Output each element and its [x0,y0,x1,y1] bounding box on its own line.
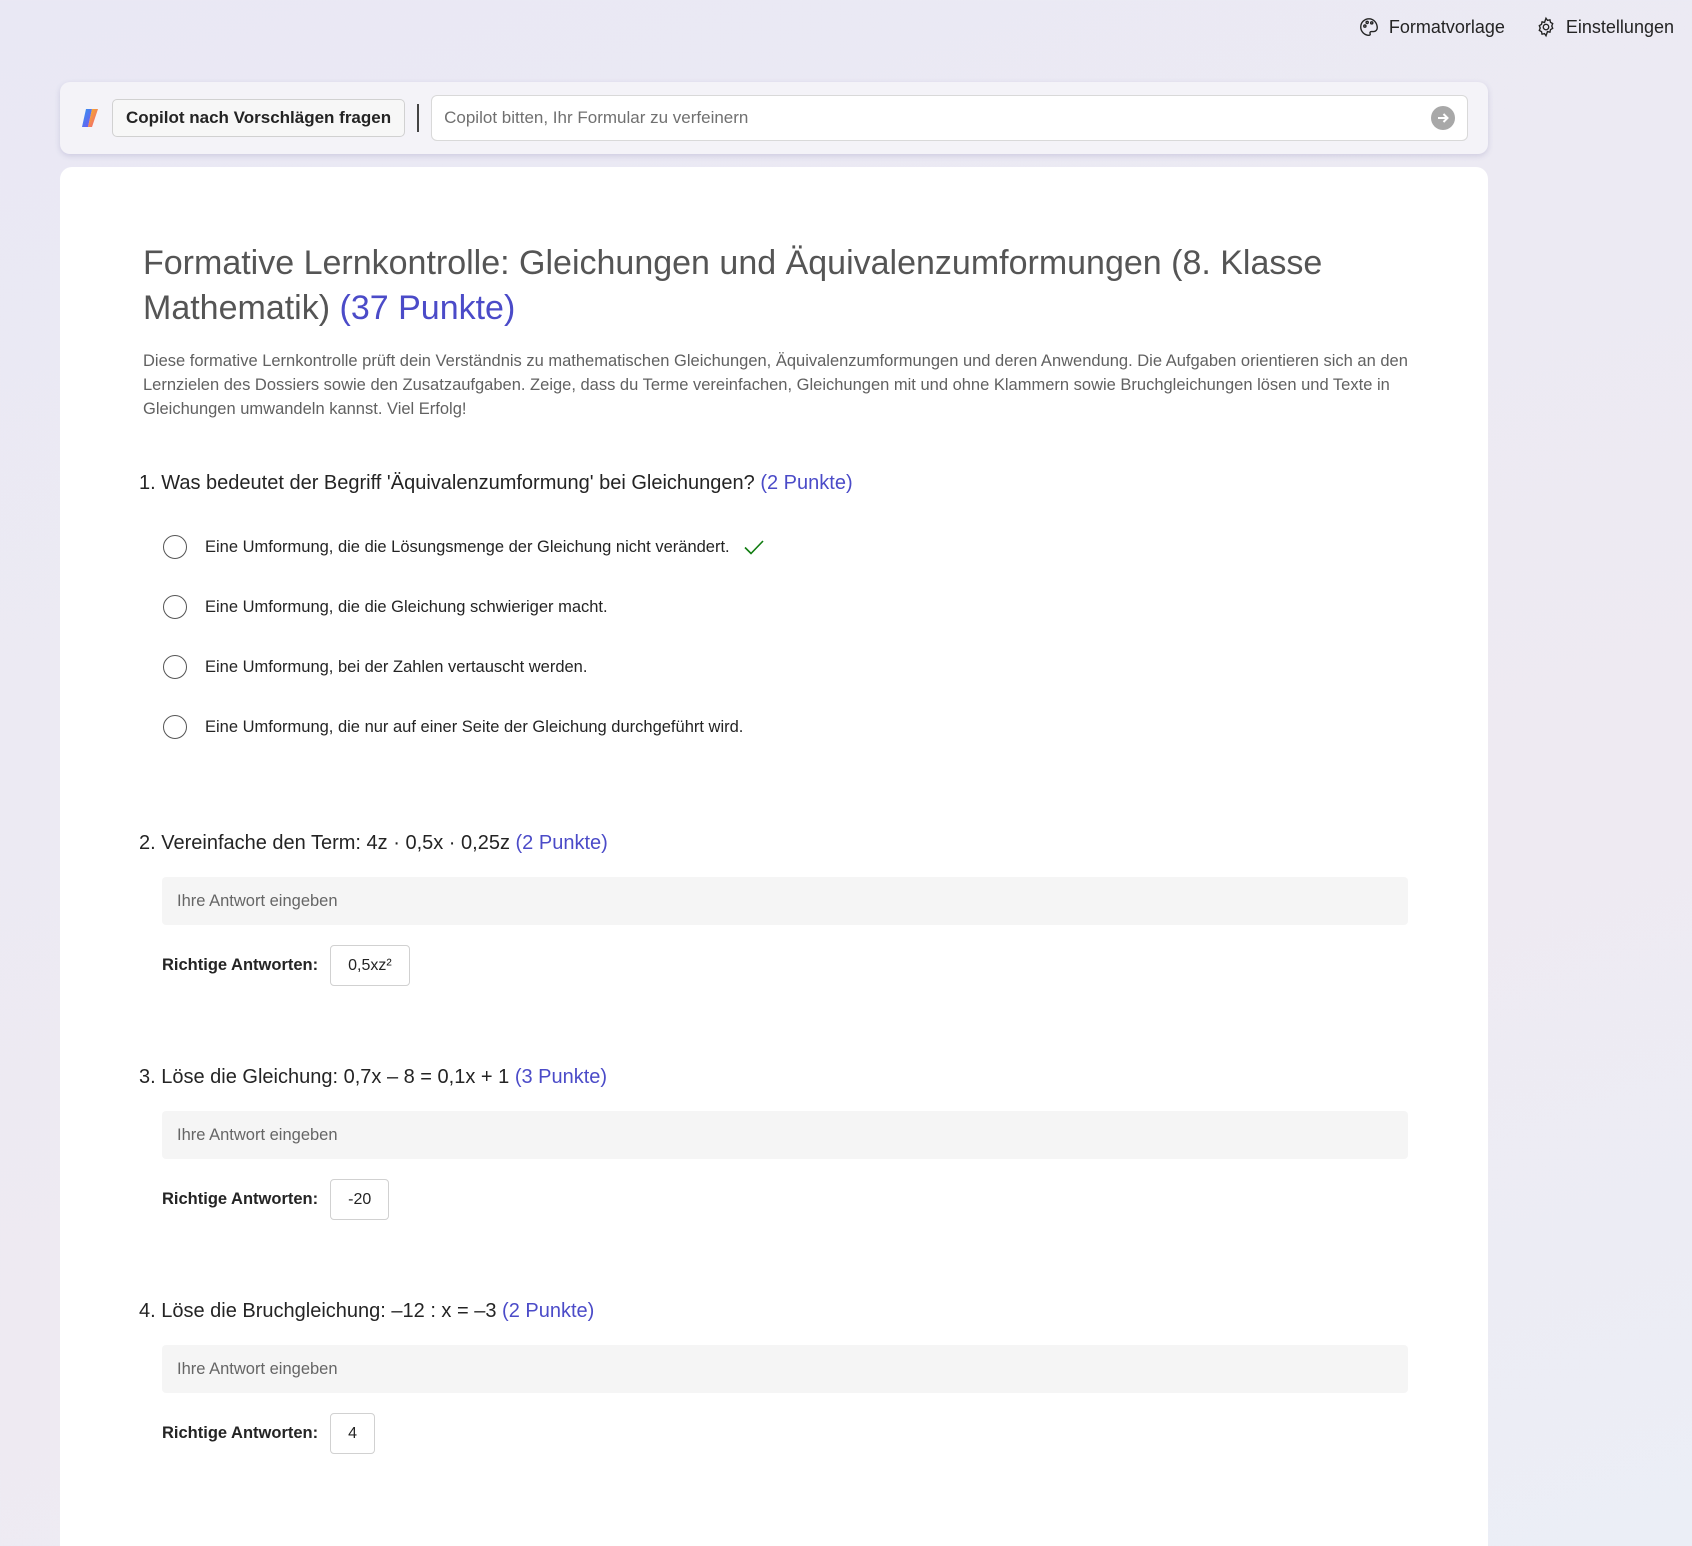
palette-icon [1358,16,1380,38]
question-4 [139,1300,1469,1454]
copilot-bar [60,82,1488,154]
settings-label: Einstellungen [1565,16,1674,37]
checkmark-icon [742,535,766,559]
option-3[interactable] [163,637,1469,697]
question-text: 2. Vereinfache den Term: 4z · 0,5x · 0,25z [139,832,510,854]
option-1[interactable] [163,517,1469,577]
copilot-prompt-input[interactable] [444,108,1431,128]
question-text: 1. Was bedeutet der Begriff 'Äquivalenzumformung' bei Gleichungen? [139,472,755,494]
question-title [139,1066,1469,1089]
answer-field [162,1345,1408,1393]
question-2 [139,832,1469,986]
question-points: (3 Punkte) [514,1066,608,1088]
question-title [139,832,1469,855]
copilot-input-container [431,95,1468,141]
question-3 [139,1066,1469,1220]
option-label: Eine Umformung, die die Gleichung schwieriger macht. [205,597,608,616]
radio-button[interactable] [163,655,187,679]
option-4[interactable] [163,697,1469,757]
answer-input[interactable] [177,1126,1393,1145]
option-label: Eine Umformung, bei der Zahlen vertauscht werden. [205,657,588,676]
correct-answers-row [162,945,1469,986]
option-2[interactable] [163,577,1469,637]
answer-input[interactable] [177,892,1393,911]
correct-answers-label: Richtige Antworten: [162,1190,319,1208]
correct-answers-row [162,1179,1469,1220]
radio-button[interactable] [163,595,187,619]
question-points: (2 Punkte) [515,832,608,854]
question-title [139,472,1469,495]
correct-answers-label: Richtige Antworten: [162,956,319,974]
question-text: 3. Löse die Gleichung: 0,7x – 8 = 0,1x + 1 [139,1066,510,1088]
answer-input[interactable] [177,1360,1393,1379]
form-description: Diese formative Lernkontrolle prüft dein Verständnis zu mathematischen Gleichungen, Äquivalenzumformungen und deren Anwendung. Die Aufgaben orientieren sich an den Lernzielen des Dossiers sowie den Zusatzaufgaben. Zeige, dass du Terme vereinfachen, Gleichungen mit und ohne Klammern sowie Bruchgleichungen lösen und Texte in Gleichungen umwandeln kannst. Viel Erfolg! [143,352,1408,418]
settings-button[interactable] [1535,16,1674,38]
copilot-suggest-button[interactable]: Copilot nach Vorschlägen fragen [112,99,405,137]
radio-button[interactable] [163,715,187,739]
form-title-points: (37 Punkte) [339,289,516,327]
style-button[interactable] [1358,16,1505,38]
bar-divider [417,104,419,132]
form-card [60,167,1488,1546]
question-text: 4. Löse die Bruchgleichung: –12 : x = –3 [139,1300,497,1322]
question-points: (2 Punkte) [760,472,853,494]
gear-icon [1535,16,1557,38]
correct-answers-row [162,1413,1469,1454]
correct-answer-value: -20 [330,1179,389,1220]
question-points: (2 Punkte) [502,1300,595,1322]
question-title [139,1300,1469,1323]
correct-answers-label: Richtige Antworten: [162,1424,319,1442]
send-icon[interactable] [1431,106,1455,130]
form-title-text: Formative Lernkontrolle: Gleichungen und Äquivalenzumformungen (8. Klasse Mathematik) [143,244,1323,327]
answer-field [162,877,1408,925]
question-1 [139,472,1469,757]
options-list [139,517,1469,757]
top-toolbar [1358,16,1674,38]
option-label: Eine Umformung, die die Lösungsmenge der Gleichung nicht verändert. [205,537,730,556]
option-label: Eine Umformung, die nur auf einer Seite der Gleichung durchgeführt wird. [205,717,744,736]
radio-button[interactable] [163,535,187,559]
correct-answer-value: 0,5xz² [330,945,410,986]
form-title [143,241,1383,331]
correct-answer-value: 4 [330,1413,375,1454]
copilot-logo-icon [78,106,102,130]
style-label: Formatvorlage [1388,16,1505,37]
answer-field [162,1111,1408,1159]
